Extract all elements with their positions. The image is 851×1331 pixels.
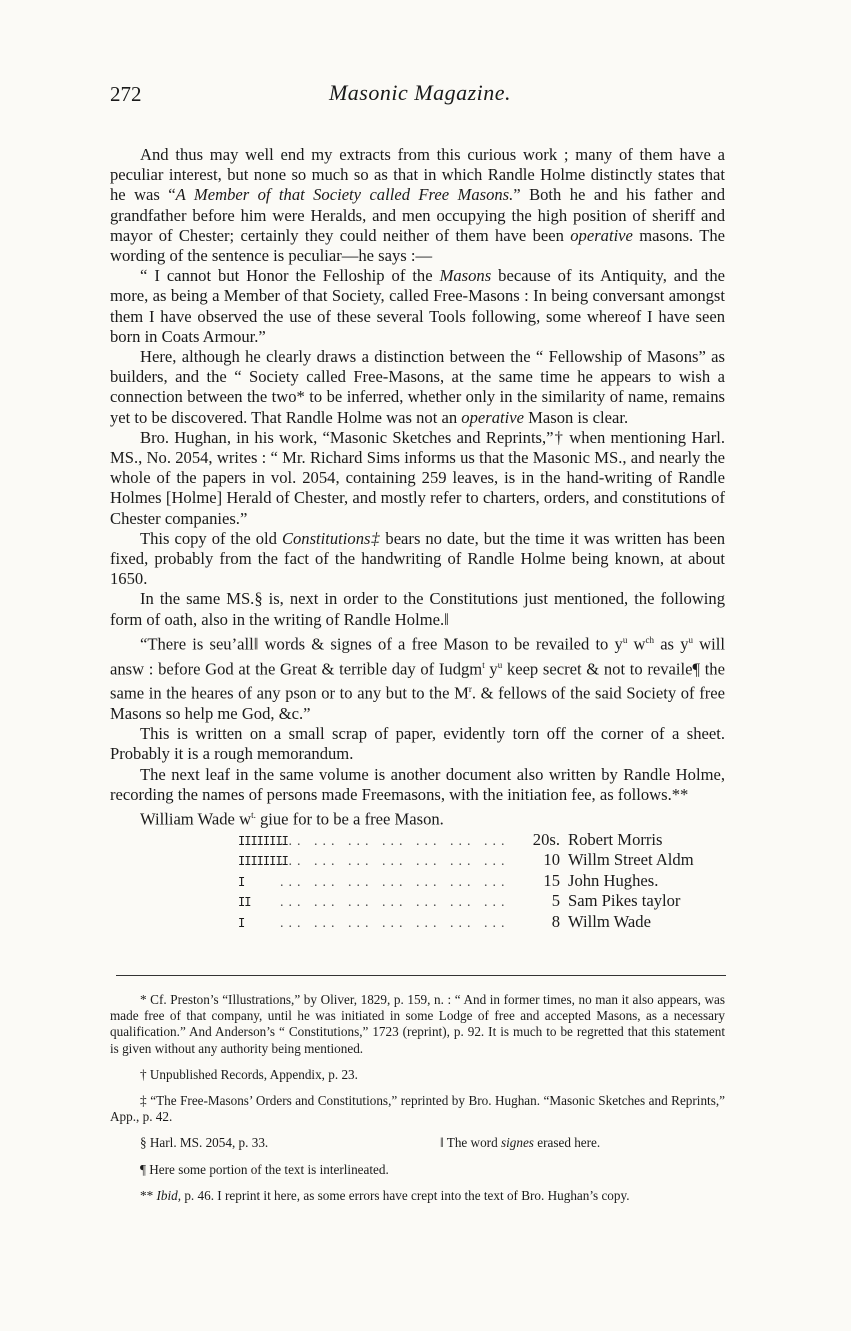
oath-quote: “There is seu’all‖ words & signes of a free Mason to be revailed to $y^u$ $w^{ch}$ as $y^u$ will answ : before God at the Great & terrible day of Iudgm$^t$ $y^u$ keep secret & not to revaile¶ the same in the heares of any pson or to any but to the $M^r$. & fellows of the said Society of free Masons so help me God, &c.” xyxy=(110,634,725,724)
footnote-row xyxy=(110,1135,725,1151)
ledger-row xyxy=(238,912,728,933)
page-header xyxy=(110,78,730,112)
leader-dots: ... ... ... ... ... ... ... xyxy=(280,915,510,931)
leader-dots: ... ... ... ... ... ... ... xyxy=(280,895,510,911)
member-name: Robert Morris xyxy=(568,829,663,849)
member-name: Willm Street Aldm xyxy=(568,850,694,870)
running-title: Masonic Magazine. xyxy=(328,80,512,105)
fee-amount: 15 xyxy=(543,870,560,890)
ledger-table xyxy=(238,830,728,933)
paragraph: The next leaf in the same volume is another document also written by Randle Holme, recording the names of persons made Freemasons, with the initiation fee, as follows.** xyxy=(110,764,725,804)
ledger-heading: William Wade $w^{t.}$ giue for to be a free Mason. xyxy=(140,809,444,829)
fee-amount: 8 xyxy=(551,911,560,931)
footnotes xyxy=(110,992,725,1214)
paragraph: This copy of the old Constitutions‡ bears no date, but the time it was written has been fixed, probably from the fact of the handwriting of Randle Holme being known, at about 1650. xyxy=(110,528,725,589)
body-text xyxy=(110,145,725,932)
tally-marks: IIIIIIII xyxy=(238,854,288,869)
footnote: ** Ibid, p. 46. I reprint it here, as some errors have crept into the text of Bro. Hughan’s copy. xyxy=(140,1187,630,1203)
footnote: ‡ “The Free-Masons’ Orders and Constitutions,” reprinted by Bro. Hughan. “Masonic Sketches and Reprints,” App., p. 42. xyxy=(110,1093,725,1125)
fee-amount: 5 xyxy=(551,891,560,911)
member-name: Willm Wade xyxy=(568,911,651,931)
member-name: Sam Pikes taylor xyxy=(568,891,681,911)
leader-dots: ... ... ... ... ... ... ... xyxy=(280,833,510,849)
ledger-row xyxy=(238,830,728,851)
ledger-row xyxy=(238,850,728,871)
tally-marks: I xyxy=(238,915,245,930)
ledger-row xyxy=(238,891,728,912)
ledger-row xyxy=(238,871,728,892)
page-number: 272 xyxy=(110,82,142,106)
footnote: * Cf. Preston’s “Illustrations,” by Oliver, 1829, p. 159, n. : “ And in former times, no man it also appears, was made free of that company, until he was initiated in some Lodge of free and accepted Masons, as a necessary qualification.” And Anderson’s “ Constitutions,” 1723 (reprint), p. 92. It is much to be regretted that this statement is given without any authority being mentioned. xyxy=(110,992,725,1056)
fee-amount: 20s. xyxy=(532,829,560,849)
tally-marks: II xyxy=(238,895,251,910)
paragraph: This is written on a small scrap of paper, evidently torn off the corner of a sheet. Probably it is a rough memorandum. xyxy=(110,724,725,764)
paragraph: And thus may well end my extracts from this curious work ; many of them have a peculiar interest, but none so much so as that in which Randle Holme distinctly states that he was “A Member of that Society called Free Masons.” Both he and his father and grandfather before him were Heralds, and men occupying the high position of sheriff and mayor of Chester; certainly they could neither of them have been operative masons. The wording of the sentence is peculiar—he says :— xyxy=(110,145,726,266)
footnote: † Unpublished Records, Appendix, p. 23. xyxy=(140,1066,358,1082)
footnote: § Harl. MS. 2054, p. 33. xyxy=(140,1135,269,1151)
leader-dots: ... ... ... ... ... ... ... xyxy=(280,854,510,870)
footnote: ‖ The word signes erased here. xyxy=(440,1135,601,1151)
footnote-divider xyxy=(116,975,726,976)
leader-dots: ... ... ... ... ... ... ... xyxy=(280,874,510,890)
paragraph: “ I cannot but Honor the Felloship of the Masons because of its Antiquity, and the more, as being a Member of that Society, called Free-Masons : In being conversant amongst them I have observed the use of these several Tools following, some whereof I have seen born in Coats Armour.” xyxy=(110,266,726,346)
paragraph: In the same MS.§ is, next in order to the Constitutions just mentioned, the following form of oath, also in the writing of Randle Holme.‖ xyxy=(110,589,725,629)
member-name: John Hughes. xyxy=(568,870,659,890)
tally-marks: IIIIIIII xyxy=(238,833,288,848)
paragraph: Here, although he clearly draws a distinction between the “ Fellowship of Masons” as builders, and the “ Society called Free-Masons, at the same time he appears to wish a connection between the two* to be inferred, whether only in the similarity of name, remains yet to be discovered. That Randle Holme was not an operative Mason is clear. xyxy=(110,347,725,427)
fee-amount: 10 xyxy=(543,850,560,870)
tally-marks: I xyxy=(238,874,245,889)
paragraph: Bro. Hughan, in his work, “Masonic Sketches and Reprints,”† when mentioning Harl. MS., No. 2054, writes : “ Mr. Richard Sims informs us that the Masonic MS., and nearly the whole of the papers in vol. 2054, containing 259 leaves, is in the hand-writing of Randle Holmes [Holme] Herald of Chester, and mostly refer to charters, orders, and constitutions of Chester companies.” xyxy=(110,427,725,528)
footnote: ¶ Here some portion of the text is interlineated. xyxy=(140,1161,389,1177)
